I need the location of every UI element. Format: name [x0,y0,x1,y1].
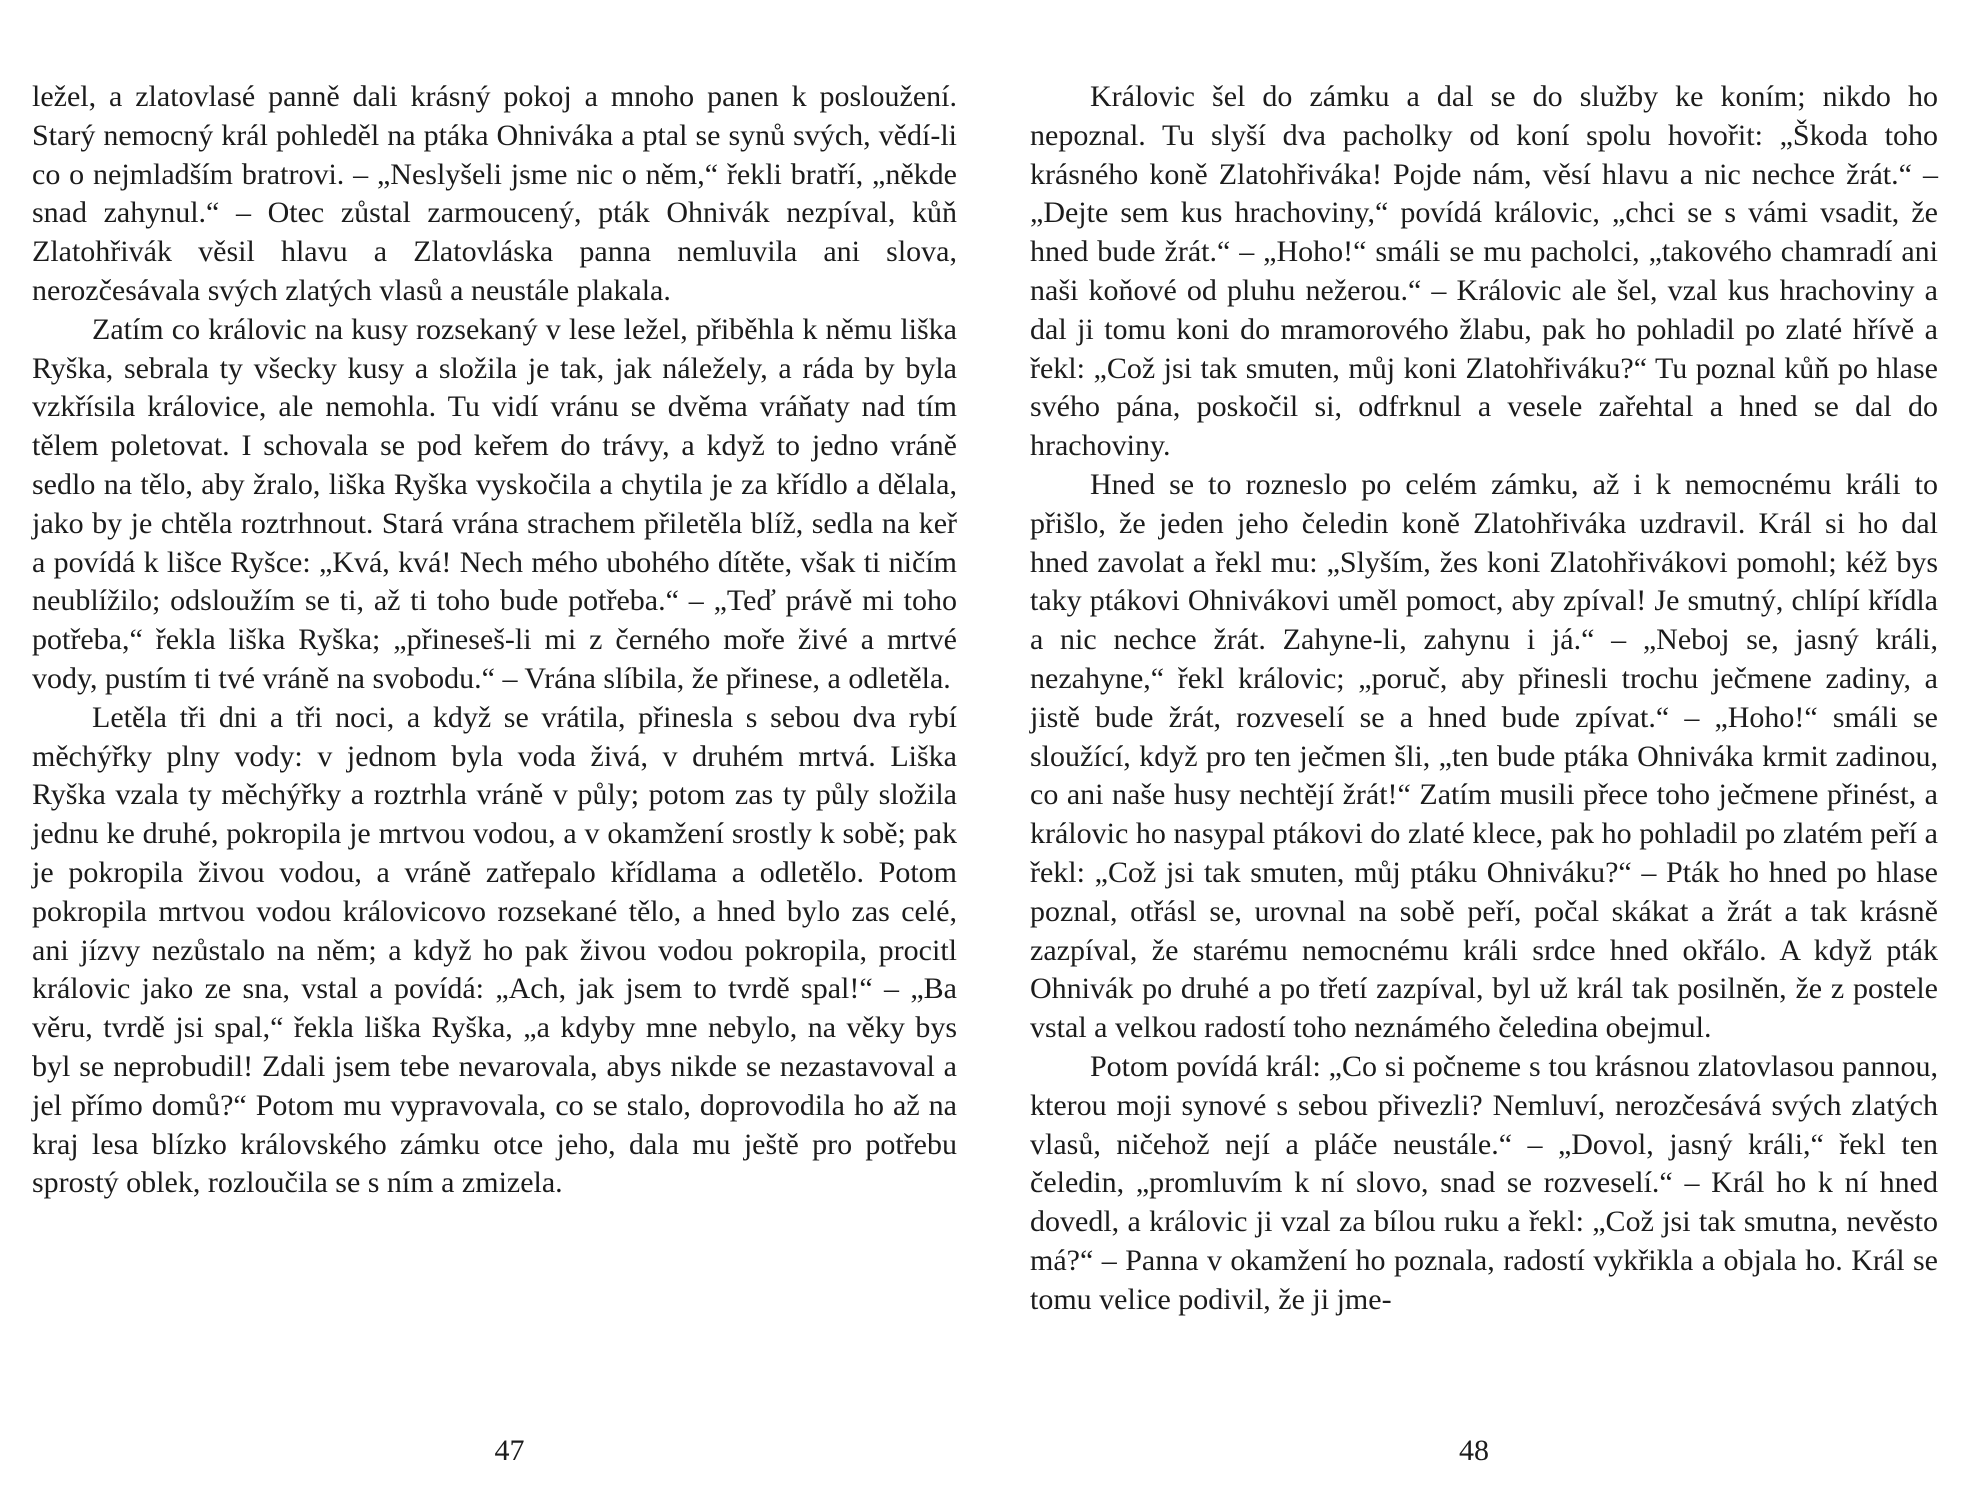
right-page [1030,0,1938,1500]
paragraph: Hned se to rozneslo po celém zámku, až i k nemocnému králi to přišlo, že jeden jeho čeledin koně Zlatohřiváka uzdravil. Král si ho dal hned zavolat a řekl mu: „Slyším, žes koni Zlatohřivákovi pomohl; kéž bys taky ptákovi Ohnivákovi uměl pomoct, aby zpíval! Je smutný, chlípí křídla a nic nechce žrát. Zahyne-li, zahynu i já.“ – „Neboj se, jasný králi, nezahyne,“ řekl královic; „poruč, aby přinesli trochu ječmene zadiny, a jistě bude žrát, rozveselí se a hned bude zpívat.“ – „Hoho!“ smáli se sloužící, když pro ten ječmen šli, „ten bude ptáka Ohniváka krmit zadinou, co ani naše husy nechtějí žrát!“ Zatím musili přece toho ječmene přinést, a královic ho nasypal ptákovi do zlaté klece, pak ho pohladil po zlatém peří a řekl: „Což jsi tak smuten, můj ptáku Ohniváku?“ – Pták ho hned po hlase poznal, otřásl se, urovnal na sobě peří, počal skákat a žrát a tak krásně zazpíval, že starému nemocnému králi srdce hned okřálo. A když pták Ohnivák po druhé a po třetí zazpíval, byl už král tak posilněn, že z postele vstal a velkou radostí toho neznámého čeledina obejmul. [1030,467,1938,1045]
page-number: 47 [494,1434,525,1467]
paragraph: Královic šel do zámku a dal se do služby ke koním; nikdo ho nepoznal. Tu slyší dva pacholky od koní spolu hovořit: „Škoda toho krásného koně Zlatohřiváka! Pojde nám, věsí hlavu a nic nechce žrát.“ – „Dejte sem kus hrachoviny,“ povídá královic, „chci se s vámi vsadit, že hned bude žrát.“ – „Hoho!“ smáli se mu pacholci, „takového chamradí ani naši koňové od pluhu nežerou.“ – Královic ale šel, vzal kus hrachoviny a dal ji tomu koni do mramorového žlabu, pak ho pohladil po zlaté hřívě a řekl: „Což jsi tak smuten, můj koni Zlatohřiváku?“ Tu poznal kůň po hlase svého pána, poskočil si, odfrknul a vesele zařehtal a hned se dal do hrachoviny. [1030,80,1938,463]
paragraph: Letěla tři dni a tři noci, a když se vrátila, přinesla s sebou dva rybí měchýřky plny vody: v jednom byla voda živá, v druhém mrtvá. Liška Ryška vzala ty měchýřky a roztrhla vráně v půly; potom zas ty půly složila jednu ke druhé, pokropila je mrtvou vodou, a v okamžení srostly k sobě; pak je pokropila živou vodou, a vráně zatřepalo křídlama a odletělo. Potom pokropila mrtvou vodou královicovo rozsekané tělo, a hned bylo zas celé, ani jízvy nezůstalo na něm; a když ho pak živou vodou pokropila, procitl královic jako ze sna, vstal a povídá: „Ach, jak jsem to tvrdě spal!“ – „Ba věru, tvrdě jsi spal,“ řekla liška Ryška, „a kdyby mne nebylo, na věky bys byl se neprobudil! Zdali jsem tebe nevarovala, abys nikde se nezastavoval a jel přímo domů?“ Potom mu vypravovala, co se stalo, doprovodila ho až na kraj lesa blízko královského zámku otce jeho, dala mu ještě pro potřebu sprostý oblek, rozloučila se s ním a zmizela. [32,700,957,1200]
paragraph: ležel, a zlatovlasé panně dali krásný pokoj a mnoho panen k posloužení. Starý nemocný král pohleděl na ptáka Ohniváka a ptal se synů svých, vědí-li co o nejmladším bratrovi. – „Neslyšeli jsme nic o něm,“ řekli bratří, „někde snad zahynul.“ – Otec zůstal zarmoucený, pták Ohnivák nezpíval, kůň Zlatohřivák věsil hlavu a Zlatovláska panna nemluvila ani slova, nerozčesávala svých zlatých vlasů a neustále plakala. [32,80,957,307]
page-number: 48 [1459,1434,1489,1467]
right-page-text [1030,78,1938,1320]
left-page [32,0,957,1500]
paragraph: Zatím co královic na kusy rozsekaný v lese ležel, přiběhla k němu liška Ryška, sebrala ty všecky kusy a složila je tak, jak náležely, a ráda by byla vzkřísila královice, ale nemohla. Tu vidí vránu se dvěma vráňaty nad tím tělem poletovat. I schovala se pod keřem do trávy, a když to jedno vráně sedlo na tělo, aby žralo, liška Ryška vyskočila a chytila je za křídlo a dělala, jako by je chtěla roztrhnout. Stará vrána strachem přiletěla blíž, sedla na keř a povídá k lišce Ryšce: „Kvá, kvá! Nech mého ubohého dítěte, však ti ničím neublížilo; odsloužím se ti, až ti toho bude potřeba.“ – „Teď právě mi toho potřeba,“ řekla liška Ryška; „přineseš-li mi z černého moře živé a mrtvé vody, pustím ti tvé vráně na svobodu.“ – Vrána slíbila, že přinese, a odletěla. [32,312,957,695]
paragraph: Potom povídá král: „Co si počneme s tou krásnou zlatovlasou pannou, kterou moji synové s sebou přivezli? Nemluví, nerozčesává svých zlatých vlasů, ničehož nejí a pláče neustále.“ – „Dovol, jasný králi,“ řekl ten čeledin, „promluvím k ní slovo, snad se rozveselí.“ – Král ho k ní hned dovedl, a královic ji vzal za bílou ruku a řekl: „Což jsi tak smutna, nevěsto má?“ – Panna v okamžení ho poznala, radostí vykřikla a objala ho. Král se tomu velice podivil, že ji jme- [1030,1049,1938,1316]
left-page-text [32,78,957,1203]
